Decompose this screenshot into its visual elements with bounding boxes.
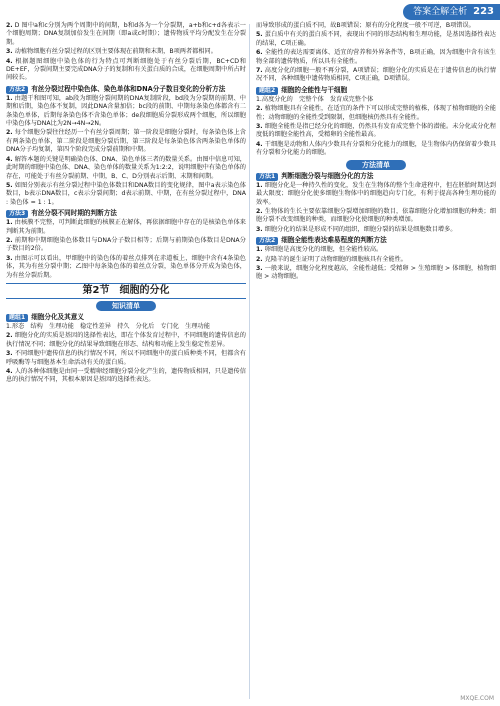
answer-paragraph: 6. 全能性的表达需要离体、适宜的营养和外界条件等，B项正确，因为细胞中含有该生物全部的遗传物质，所以具有全能性。 [256,49,496,65]
method-heading: 方法2 细胞全能性表达难易程度的判断方法 [256,236,496,245]
answer-paragraph: 而导致形成的蛋白质不同，故B项错误；原有的分化程度一般不可逆，B项错误。 [256,22,475,29]
answer-paragraph: 5. 如图分别表示有丝分裂过程中染色体数目和DNA数目的变化规律，图中a表示染色体数目，b表示DNA数目，c表示分裂间期；d表示前期、中期，在有丝分裂过程中，DNA : 染色体 = 1 : 1。 [6,181,246,206]
page-header [0,0,500,24]
answer-paragraph: 2. 植物细胞具有全能性，在适宜的条件下可以形成完整的植株，体现了植物细胞的全能性；动物细胞的全能性受到限制，但细胞核仍然具有全能性。 [256,105,496,121]
right-column [256,22,496,283]
answer-paragraph: 3. 细胞全能性是指已经分化的细胞，仍然具有发育成完整个体的潜能。未分化或分化程度低的细胞全能性高，受精卵的全能性最高。 [256,123,496,139]
header-tab [403,4,500,20]
answer-paragraph: 1. 细胞分化是一种持久性的变化，发生在生物体的整个生命进程中，但在胚胎时期达到最大限度；细胞分化使多细胞生物体中的细胞趋向专门化，有利于提高各种生理功能的效率。 [256,181,496,206]
column-divider [249,24,250,699]
method-heading: 方法2 有丝分裂过程中染色体、染色单体和DNA分子数目变化的分析方法 [6,85,246,94]
header-title: 答案全解全析 [413,7,468,17]
answer-paragraph: 4. 根据题图细胞中染色体的行为特点可判断细胞处于有丝分裂后期，BC+CD和DE+EF，分裂间期主要完成DNA分子的复制和有关蛋白质的合成，在细胞周期中所占时间较长。 [6,57,246,82]
answer-paragraph: 3. 动植物细胞有丝分裂过程的区别主要体现在前期和末期，B项两者都相同。 [6,48,217,56]
topic-tag: 题组1 [6,314,28,322]
answer-paragraph: 1. 由核膜不完整，可判断此细胞的核膜正在解体，再依据细胞中存在的是核染色单体来判断其为前期。 [6,219,246,235]
answer-paragraph: 2. 细胞分化的实质是基因的选择性表达，即在个体发育过程中，不同细胞的遗传信息的执行情况不同；细胞分化的结果导致细胞在形态、结构和功能上发生稳定性差异。 [6,332,246,348]
answer-paragraph: 4. 解答本题的关键是明确染色体、DNA、染色单体三者的数量关系。由图中信息可知，此时期的细胞中染色体、DNA、染色单体的数量关系为1:2:2，说明细胞中有染色单体的存在，可能处于有丝分裂前期、中期，B、C、D分别表示后期、末期和间期。 [6,155,246,180]
answer-paragraph: 2. D 图中a和c分别为两个周期中的间期，b和d各为一个分裂期，a+b和c+d各表示一个细胞周期；DNA复制加倍发生在间期（即a或c时期）；遗传物质平均分配发生在分裂期。 [6,22,246,46]
answer-paragraph: 3. 一般来说，细胞分化程度越高，全能性越低；受精卵 > 生殖细胞 > 体细胞，植物细胞 > 动物细胞。 [256,264,496,281]
section-title: 第2节 细胞的分化 [6,283,246,299]
page-number: 223 [473,6,494,17]
answer-paragraph: 3. 不同细胞中遗传信息的执行情况不同，所以不同细胞中的蛋白质种类不同，但都含有呼吸酶等与细胞基本生命活动有关的蛋白质。 [6,350,246,366]
watermark: MXQE.COM [460,695,494,702]
answer-paragraph: 1. 由题干和图可知，ab段为细胞分裂间期的DNA复制阶段，bd段为分裂期的前期、中期和后期，染色体不复制，因此DNA含量加倍；bc段的前期、中期每条染色体都含有二条染色单体，后期每条染色体不含染色单体；de段细胞质分裂形成两个细胞，所以细胞中染色体与DNA比为2N→4N→2N。 [6,94,246,128]
method-heading: 方法3 有丝分裂不同时期的判断方法 [6,209,246,218]
answer-paragraph: 1.高度分化的 完整个体 发育成完整个体 [256,95,374,103]
answer-paragraph: 3. 细胞分化的结果是形成不同的组织，细胞分裂的结果是细胞数目增多。 [256,225,457,233]
answer-paragraph: 4. 人的各种体细胞是由同一受精卵经细胞分裂分化产生的，遗传物质相同，只是遗传信息的执行情况不同，其根本原因是基因的选择性表达。 [6,368,246,384]
topic-heading: 题组2 细胞的全能性与干细胞 [256,86,496,95]
answer-paragraph: 5. 蛋白质中有关的蛋白质不同，表现出不同的形态结构和生理功能，是基因选择性表达的结果，C项正确。 [256,31,496,47]
answer-paragraph: 1.形态 结构 生理功能 稳定性差异 持久 分化后 专门化 生理功能 [6,322,210,330]
method-heading: 方法1 判断细胞分裂与细胞分化的方法 [256,172,496,181]
answer-paragraph: 7. 高度分化的细胞一般不再分裂，A项错误；细胞分化的实质是在于遗传信息的执行情况不同，各种细胞中遗传物质相同，C项正确，D项错误。 [256,67,496,83]
answer-paragraph: 1. 卵细胞是高度分化的细胞，但全能性较高。 [256,246,383,254]
answer-paragraph: 3. 由图示可以看出，甲细胞中的染色体的着丝点排列在赤道板上，细胞中含有4条染色体，其为有丝分裂中期；乙图中每条染色体的着丝点分裂，染色单体分开成为染色体，为有丝分裂后期。 [6,254,246,279]
method-tag: 方法1 [256,173,278,181]
section-banner: 知识清单 [96,301,156,311]
answer-paragraph: 2. 生物体的生长主要依靠细胞分裂增加细胞的数目，依靠细胞分化增加细胞的种类；细胞分裂不改变细胞的种类，而细胞分化使细胞的种类增加。 [256,207,496,224]
method-tag: 方法2 [256,237,278,245]
left-column [6,22,246,386]
topic-heading: 题组1 细胞分化及其意义 [6,313,246,322]
method-tag: 方法2 [6,86,28,94]
section-banner: 方法清单 [346,160,406,170]
answer-paragraph: 4. 干细胞是动物和人体内少数具有分裂和分化能力的细胞，是生物体内仍保留着少数具有分裂和分化能力的细胞。 [256,140,496,157]
method-tag: 方法3 [6,210,28,218]
answer-paragraph: 2. 克隆羊的诞生证明了动物细胞的细胞核具有全能性。 [256,255,407,263]
answer-paragraph: 2. 前期和中期细胞染色体数目与DNA分子数目相等；后期与前期染色体数目是DNA分子数目的2倍。 [6,236,246,253]
answer-paragraph: 2. 每个细胞分裂往往经历一个有丝分裂周期；第一阶段是细胞分裂时，每条染色体上含有两条染色单体，第二阶段是细胞分裂后期，第三阶段是每条染色体含两条染色单体的DNA分子均复制，第四个阶段完成分裂前期和中期。 [6,129,246,154]
topic-tag: 题组2 [256,87,278,95]
